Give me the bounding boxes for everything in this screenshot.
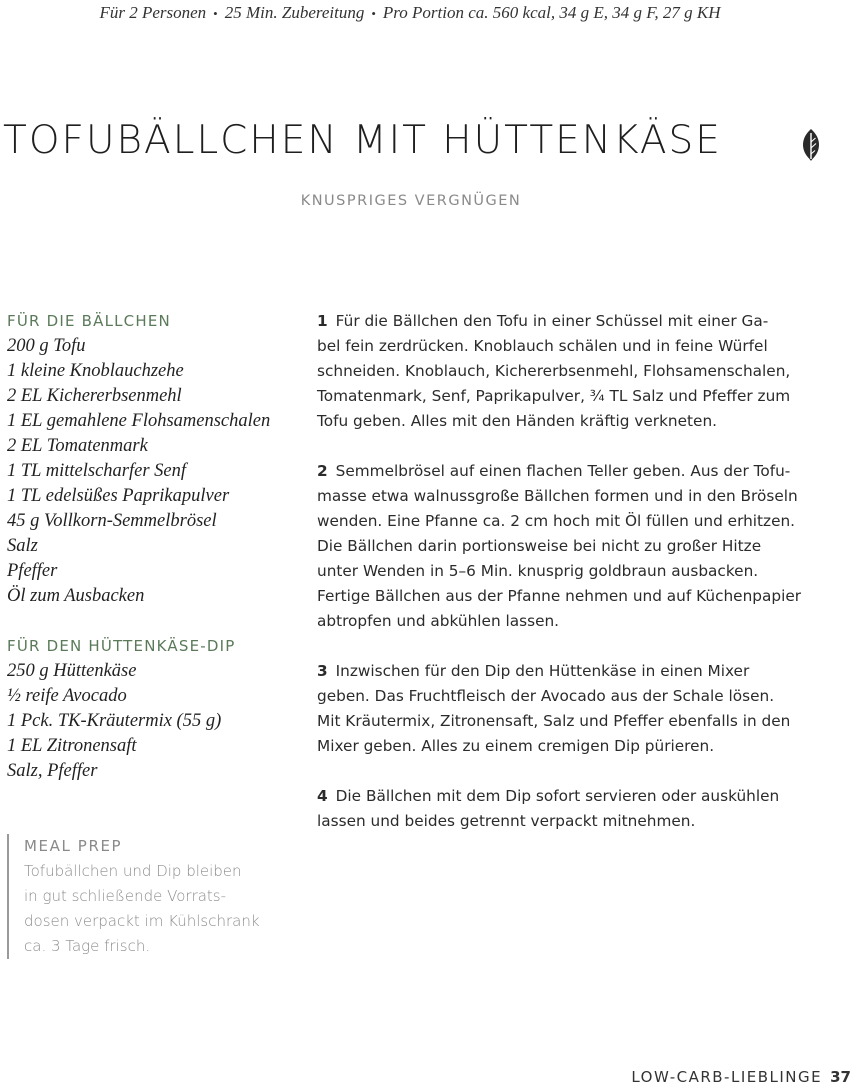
- ingredient-item: 1 TL edelsüßes Paprikapulver: [7, 486, 230, 506]
- ingredient-item: 45 g Vollkorn-Semmelbrösel: [7, 511, 217, 531]
- tip-line: in gut schließende Vorrats-: [24, 887, 227, 905]
- preparation-steps: [317, 309, 822, 859]
- step-text: bel fein zerdrücken. Knoblauch schälen und in feine Würfel: [317, 337, 768, 355]
- step-line: [317, 659, 822, 684]
- step-number: 4: [317, 787, 328, 805]
- step-text: Die Bällchen mit dem Dip sofort servieren oder auskühlen: [335, 787, 780, 805]
- step-text: wenden. Eine Pfanne ca. 2 cm hoch mit Öl füllen und erhitzen.: [317, 512, 796, 530]
- step-text: abtropfen und abkühlen lassen.: [317, 612, 560, 630]
- step-text: unter Wenden in 5–6 Min. knusprig goldbraun ausbacken.: [317, 562, 759, 580]
- recipe-meta: [0, 3, 820, 23]
- tip-heading: MEAL PREP: [24, 837, 123, 855]
- tip-line: dosen verpackt im Kühlschrank: [24, 912, 260, 930]
- ingredient-item: 1 kleine Knoblauchzehe: [7, 361, 184, 381]
- ingredients-list-balls: [7, 334, 297, 609]
- step-line: [317, 734, 822, 759]
- bullet-separator: •: [213, 6, 218, 21]
- step-paragraph: [317, 784, 822, 834]
- step-line: [317, 334, 822, 359]
- step-text: Für die Bällchen den Tofu in einer Schüssel mit einer Ga-: [335, 312, 769, 330]
- ingredient-item: 1 Pck. TK-Kräutermix (55 g): [7, 711, 222, 731]
- step-text: masse etwa walnussgroße Bällchen formen und in den Bröseln: [317, 487, 798, 505]
- step-line: [317, 309, 822, 334]
- ingredient-item: 250 g Hüttenkäse: [7, 661, 137, 681]
- step-line: [317, 509, 822, 534]
- tip-text: [24, 859, 294, 959]
- meal-prep-tip: [7, 834, 294, 959]
- ingredient-item: 1 EL Zitronensaft: [7, 736, 137, 756]
- step-text: Die Bällchen darin portionsweise bei nicht zu großer Hitze: [317, 537, 762, 555]
- servings: Für 2 Personen: [99, 3, 207, 22]
- step-line: [317, 459, 822, 484]
- step-line: [317, 584, 822, 609]
- step-line: [317, 484, 822, 509]
- recipe-subtitle: KNUSPRIGES VERGNÜGEN: [300, 193, 522, 209]
- tip-line: ca. 3 Tage frisch.: [24, 937, 151, 955]
- step-text: Semmelbrösel auf einen flachen Teller geben. Aus der Tofu-: [335, 462, 791, 480]
- ingredient-item: 1 TL mittelscharfer Senf: [7, 461, 187, 481]
- step-paragraph: [317, 459, 822, 634]
- ingredient-item: 1 EL gemahlene Flohsamenschalen: [7, 411, 271, 431]
- step-text: Tofu geben. Alles mit den Händen kräftig verkneten.: [317, 412, 717, 430]
- section-label: LOW-CARB-LIEBLINGE: [631, 1068, 823, 1086]
- step-text: lassen und beides getrennt verpackt mitnehmen.: [317, 812, 696, 830]
- tip-line: Tofubällchen und Dip bleiben: [24, 862, 242, 880]
- ingredient-item: Salz: [7, 536, 38, 556]
- step-line: [317, 534, 822, 559]
- step-line: [317, 359, 822, 384]
- page-number: 37: [830, 1068, 851, 1086]
- ingredient-item: Pfeffer: [7, 561, 58, 581]
- ingredient-item: Öl zum Ausbacken: [7, 586, 145, 606]
- step-line: [317, 809, 822, 834]
- step-line: [317, 559, 822, 584]
- step-text: geben. Das Fruchtfleisch der Avocado aus der Schale lösen.: [317, 687, 775, 705]
- step-text: Mit Kräutermix, Zitronensaft, Salz und Pfeffer ebenfalls in den: [317, 712, 791, 730]
- ingredient-item: Salz, Pfeffer: [7, 761, 98, 781]
- nutrition-info: Pro Portion ca. 560 kcal, 34 g E, 34 g F, 27 g KH: [382, 3, 721, 22]
- step-text: Tomatenmark, Senf, Paprikapulver, ¾ TL Salz und Pfeffer zum: [317, 387, 791, 405]
- ingredients-list-dip: [7, 659, 297, 784]
- step-text: Mixer geben. Alles zu einem cremigen Dip pürieren.: [317, 737, 715, 755]
- ingredient-item: 2 EL Kichererbsenmehl: [7, 386, 182, 406]
- ingredient-item: 200 g Tofu: [7, 336, 86, 356]
- step-line: [317, 784, 822, 809]
- ingredient-item: 2 EL Tomatenmark: [7, 436, 148, 456]
- step-paragraph: [317, 309, 822, 434]
- bullet-separator: •: [371, 6, 376, 21]
- leaf-icon: [800, 128, 822, 162]
- ingredients-heading-dip: FÜR DEN HÜTTENKÄSE-DIP: [7, 637, 236, 655]
- page-footer: [631, 1068, 851, 1086]
- recipe-title: TOFUBÄLLCHEN MIT HÜTTENKÄSE: [3, 118, 722, 163]
- step-paragraph: [317, 659, 822, 759]
- step-text: schneiden. Knoblauch, Kichererbsenmehl, Flohsamenschalen,: [317, 362, 791, 380]
- step-line: [317, 709, 822, 734]
- step-text: Inzwischen für den Dip den Hüttenkäse in einen Mixer: [335, 662, 750, 680]
- ingredients-heading-balls: FÜR DIE BÄLLCHEN: [7, 312, 171, 330]
- prep-time: 25 Min. Zubereitung: [224, 3, 365, 22]
- step-number: 1: [317, 312, 328, 330]
- step-line: [317, 384, 822, 409]
- step-text: Fertige Bällchen aus der Pfanne nehmen und auf Küchenpapier: [317, 587, 802, 605]
- step-line: [317, 409, 822, 434]
- ingredients-column: [7, 309, 297, 784]
- step-line: [317, 609, 822, 634]
- step-number: 3: [317, 662, 328, 680]
- step-line: [317, 684, 822, 709]
- step-number: 2: [317, 462, 328, 480]
- ingredient-item: ½ reife Avocado: [7, 686, 127, 706]
